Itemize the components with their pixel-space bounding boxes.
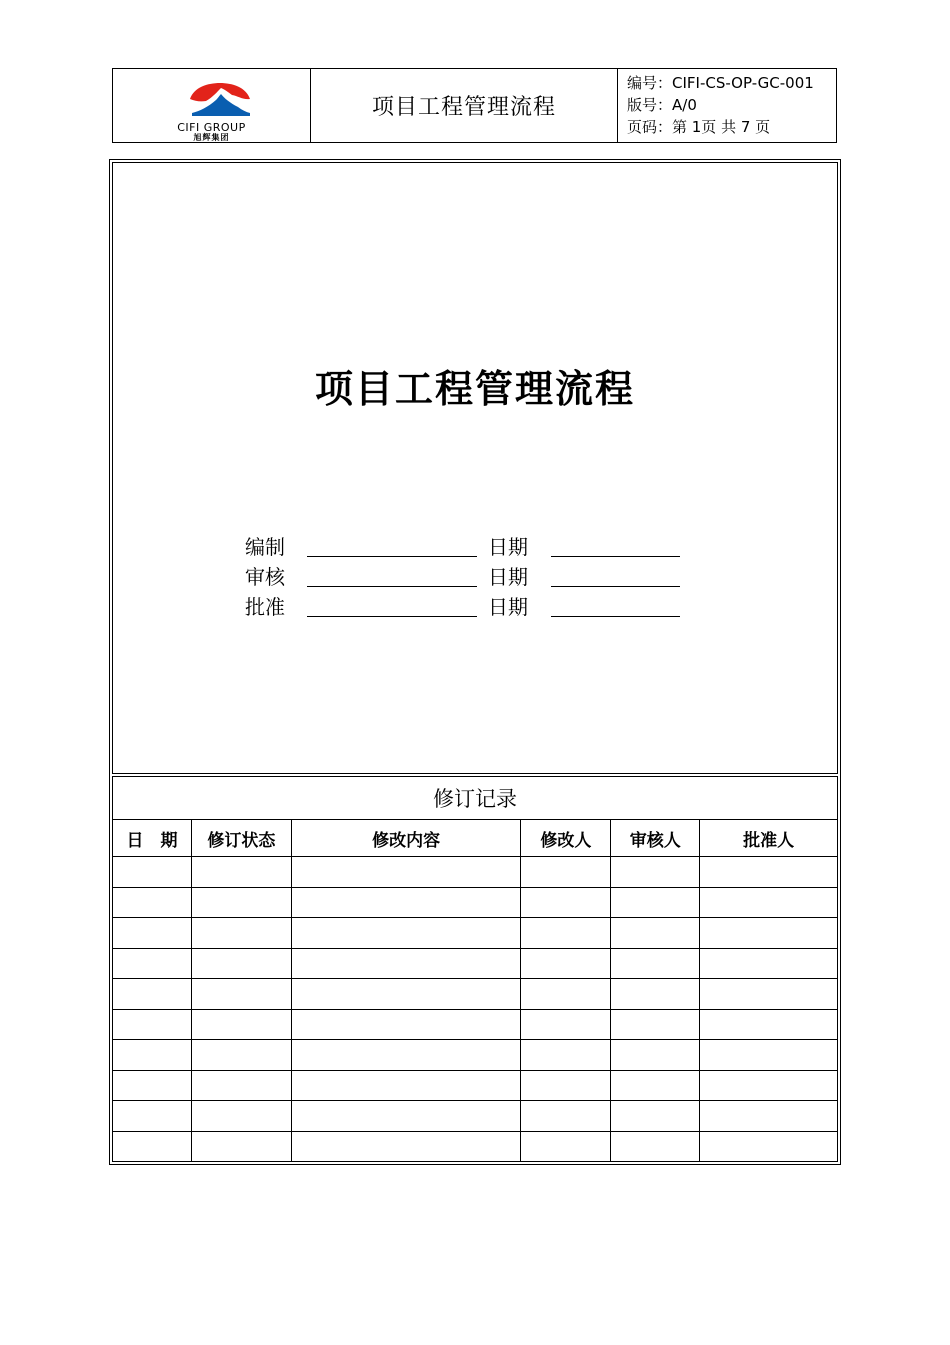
table-cell <box>700 1131 838 1162</box>
col-modifier: 修改人 <box>521 820 611 857</box>
col-content: 修改内容 <box>291 820 521 857</box>
doc-number: 编号：CIFI-CS-OP-GC-001 <box>627 74 814 92</box>
table-cell <box>521 918 611 949</box>
table-cell <box>291 1009 521 1040</box>
table-cell <box>191 857 291 888</box>
cover-title: 项目工程管理流程 <box>314 367 635 411</box>
table-cell <box>191 948 291 979</box>
revision-table <box>112 776 838 1162</box>
date-line <box>551 556 680 557</box>
table-cell <box>113 887 192 918</box>
table-cell <box>291 887 521 918</box>
table-cell <box>113 979 192 1010</box>
table-cell <box>700 948 838 979</box>
table-row <box>113 887 838 918</box>
table-cell <box>291 1101 521 1132</box>
col-approver: 批准人 <box>700 820 838 857</box>
table-cell <box>700 1009 838 1040</box>
revision-header-row <box>113 820 838 857</box>
table-cell <box>191 979 291 1010</box>
table-cell <box>113 1131 192 1162</box>
table-row <box>113 1101 838 1132</box>
table-cell <box>291 1070 521 1101</box>
col-status: 修订状态 <box>191 820 291 857</box>
date-line <box>551 616 680 617</box>
table-cell <box>521 1040 611 1071</box>
cover-box <box>112 162 838 774</box>
version-number: 版号：A/0 <box>627 96 697 114</box>
table-cell <box>700 857 838 888</box>
signature-row-reviewed <box>113 561 837 591</box>
table-cell <box>611 1009 700 1040</box>
header-title: 项目工程管理流程 <box>311 69 618 142</box>
table-cell <box>611 918 700 949</box>
signature-label: 编制 <box>245 535 285 559</box>
table-cell <box>700 1040 838 1071</box>
revision-title: 修订记录 <box>113 777 838 820</box>
table-cell <box>191 918 291 949</box>
table-cell <box>113 1009 192 1040</box>
table-cell <box>611 887 700 918</box>
logo-text-en: CIFI GROUP <box>177 121 246 134</box>
table-cell <box>611 1101 700 1132</box>
table-row <box>113 1009 838 1040</box>
table-cell <box>700 887 838 918</box>
table-cell <box>113 948 192 979</box>
logo-cell <box>113 69 311 142</box>
table-cell <box>291 979 521 1010</box>
table-cell <box>191 1131 291 1162</box>
table-cell <box>191 1040 291 1071</box>
table-cell <box>700 1101 838 1132</box>
table-cell <box>191 1070 291 1101</box>
table-cell <box>521 1070 611 1101</box>
date-label: 日期 <box>488 535 528 559</box>
table-cell <box>611 857 700 888</box>
date-label: 日期 <box>488 595 528 619</box>
signature-label: 审核 <box>245 565 285 589</box>
document-header <box>112 68 837 143</box>
signature-row-approved <box>113 591 837 621</box>
table-cell <box>191 1101 291 1132</box>
table-cell <box>611 1040 700 1071</box>
signature-line <box>307 556 477 557</box>
table-cell <box>611 948 700 979</box>
table-cell <box>521 857 611 888</box>
table-cell <box>700 1070 838 1101</box>
table-row <box>113 1070 838 1101</box>
cifi-logo-icon <box>188 83 252 119</box>
date-label: 日期 <box>488 565 528 589</box>
table-cell <box>521 948 611 979</box>
table-cell <box>113 1040 192 1071</box>
table-cell <box>700 979 838 1010</box>
table-cell <box>611 979 700 1010</box>
table-cell <box>521 1009 611 1040</box>
table-cell <box>611 1131 700 1162</box>
table-cell <box>700 918 838 949</box>
col-date: 日 期 <box>113 820 192 857</box>
table-cell <box>291 1131 521 1162</box>
signature-line <box>307 616 477 617</box>
table-row <box>113 1131 838 1162</box>
signature-line <box>307 586 477 587</box>
table-cell <box>291 918 521 949</box>
table-cell <box>291 857 521 888</box>
table-cell <box>113 1101 192 1132</box>
table-cell <box>113 1070 192 1101</box>
table-cell <box>191 1009 291 1040</box>
table-row <box>113 948 838 979</box>
header-info <box>618 69 836 142</box>
date-line <box>551 586 680 587</box>
table-cell <box>191 887 291 918</box>
table-cell <box>113 857 192 888</box>
table-cell <box>521 979 611 1010</box>
table-row <box>113 857 838 888</box>
table-cell <box>291 1040 521 1071</box>
logo-text-cn: 旭辉集团 <box>193 133 230 142</box>
table-cell <box>291 948 521 979</box>
table-cell <box>611 1070 700 1101</box>
table-row <box>113 979 838 1010</box>
table-row <box>113 918 838 949</box>
signature-label: 批准 <box>245 595 285 619</box>
page-info: 页码：第 1页 共 7 页 <box>627 118 771 136</box>
table-cell <box>113 918 192 949</box>
table-row <box>113 1040 838 1071</box>
table-cell <box>521 887 611 918</box>
col-reviewer: 审核人 <box>611 820 700 857</box>
table-cell <box>521 1101 611 1132</box>
signature-row-prepared <box>113 531 837 561</box>
table-cell <box>521 1131 611 1162</box>
